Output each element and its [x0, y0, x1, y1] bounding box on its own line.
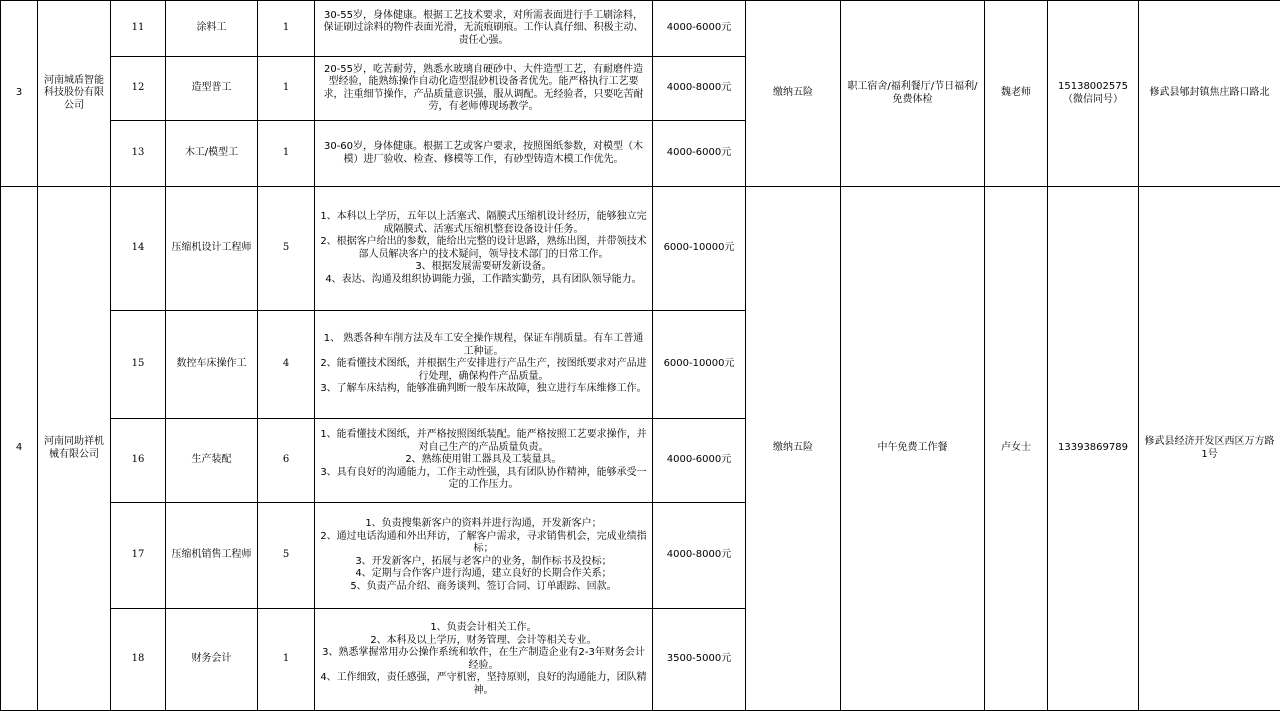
- job-requirements: 1、 熟悉各种车削方法及车工安全操作规程，保证车削质量。有车工普通工种证。 2、能看懂技术图纸，并根据生产安排进行产品生产，按图纸要求对产品进行处理，确保构件产品质量。 3、了解车床结构，能够准确判断一般车床故障，独立进行车床维修工作。: [315, 311, 653, 419]
- company-name: 河南城盾智能科技股份有限公司: [38, 1, 111, 187]
- contact-phone: 15138002575（微信同号）: [1048, 1, 1139, 187]
- job-salary: 4000-8000元: [653, 57, 746, 121]
- job-seq: 15: [111, 311, 166, 419]
- insurance: 缴纳五险: [746, 187, 841, 711]
- job-requirements: 1、本科以上学历，五年以上活塞式、隔膜式压缩机设计经历，能够独立完成隔膜式、活塞式压缩机整套设备设计任务。 2、根据客户给出的参数，能给出完整的设计思路，熟练出图，并带领技术部人员解决客户的技术疑问，领导技术部门的日常工作。 3、根据发展需要研发新设备。 4、表达、沟通及组织协调能力强，工作踏实勤劳，具有团队领导能力。: [315, 187, 653, 311]
- job-count: 5: [258, 187, 315, 311]
- job-seq: 17: [111, 503, 166, 609]
- job-title: 压缩机设计工程师: [166, 187, 258, 311]
- benefits: 职工宿舍/福利餐厅/节日福利/免费体检: [841, 1, 985, 187]
- job-title: 木工/模型工: [166, 121, 258, 187]
- job-seq: 12: [111, 57, 166, 121]
- job-seq: 13: [111, 121, 166, 187]
- job-requirements: 1、负责会计相关工作。 2、本科及以上学历，财务管理、会计等相关专业。 3、熟悉掌握常用办公操作系统和软件，在生产制造企业有2-3年财务会计经验。 4、工作细致，责任感强，严守机密，坚持原则，良好的沟通能力，团队精神。: [315, 609, 653, 711]
- job-count: 1: [258, 57, 315, 121]
- job-requirements: 1、负责搜集新客户的资料并进行沟通，开发新客户； 2、通过电话沟通和外出拜访，了解客户需求，寻求销售机会，完成业绩指标； 3、开发新客户，拓展与老客户的业务，制作标书及投标； 4、定期与合作客户进行沟通，建立良好的长期合作关系； 5、负责产品介绍、商务谈判、签订合同、订单跟踪、回款。: [315, 503, 653, 609]
- job-salary: 4000-6000元: [653, 121, 746, 187]
- contact-person: 魏老师: [985, 1, 1048, 187]
- company-name: 河南同助祥机械有限公司: [38, 187, 111, 711]
- job-salary: 4000-6000元: [653, 1, 746, 57]
- benefits: 中午免费工作餐: [841, 187, 985, 711]
- job-count: 4: [258, 311, 315, 419]
- job-title: 财务会计: [166, 609, 258, 711]
- job-salary: 4000-8000元: [653, 503, 746, 609]
- company-address: 修武县郇封镇焦庄路口路北: [1139, 1, 1280, 187]
- contact-person: 卢女士: [985, 187, 1048, 711]
- job-requirements: 1、能看懂技术图纸，并严格按照图纸装配。能严格按照工艺要求操作，并对自己生产的产品质量负责。 2、熟练使用钳工器具及工装量具。 3、具有良好的沟通能力，工作主动性强，具有团队协作精神，能够承受一定的工作压力。: [315, 419, 653, 503]
- insurance: 缴纳五险: [746, 1, 841, 187]
- table-row: [1, 1, 1280, 57]
- company-address: 修武县经济开发区西区万方路1号: [1139, 187, 1280, 711]
- job-title: 造型普工: [166, 57, 258, 121]
- job-seq: 18: [111, 609, 166, 711]
- job-seq: 14: [111, 187, 166, 311]
- job-title: 涂料工: [166, 1, 258, 57]
- job-seq: 11: [111, 1, 166, 57]
- job-salary: 3500-5000元: [653, 609, 746, 711]
- contact-phone: 13393869789: [1048, 187, 1139, 711]
- job-salary: 6000-10000元: [653, 187, 746, 311]
- job-title: 数控车床操作工: [166, 311, 258, 419]
- job-salary: 6000-10000元: [653, 311, 746, 419]
- job-requirements: 20-55岁，吃苦耐劳，熟悉水玻璃自硬砂中、大件造型工艺，有耐磨件造型经验，能熟练操作自动化造型混砂机设备者优先。能严格执行工艺要求，注重细节操作，产品质量意识强，服从调配。无经验者，只要吃苦耐劳，有老师傅现场教学。: [315, 57, 653, 121]
- job-count: 5: [258, 503, 315, 609]
- job-count: 1: [258, 121, 315, 187]
- job-title: 生产装配: [166, 419, 258, 503]
- job-title: 压缩机销售工程师: [166, 503, 258, 609]
- company-index: 4: [1, 187, 38, 711]
- job-count: 1: [258, 609, 315, 711]
- job-requirements: 30-55岁，身体健康。根据工艺技术要求，对所需表面进行手工刷涂料，保证刷过涂料的物件表面光滑，无流痕刷痕。工作认真仔细、积极主动、责任心强。: [315, 1, 653, 57]
- table-row: [1, 187, 1280, 311]
- job-count: 6: [258, 419, 315, 503]
- job-count: 1: [258, 1, 315, 57]
- job-seq: 16: [111, 419, 166, 503]
- job-salary: 4000-6000元: [653, 419, 746, 503]
- job-requirements: 30-60岁，身体健康。根据工艺或客户要求，按照图纸参数，对模型（木模）进厂验收、检查、修模等工作，有砂型铸造木模工作优先。: [315, 121, 653, 187]
- company-index: 3: [1, 1, 38, 187]
